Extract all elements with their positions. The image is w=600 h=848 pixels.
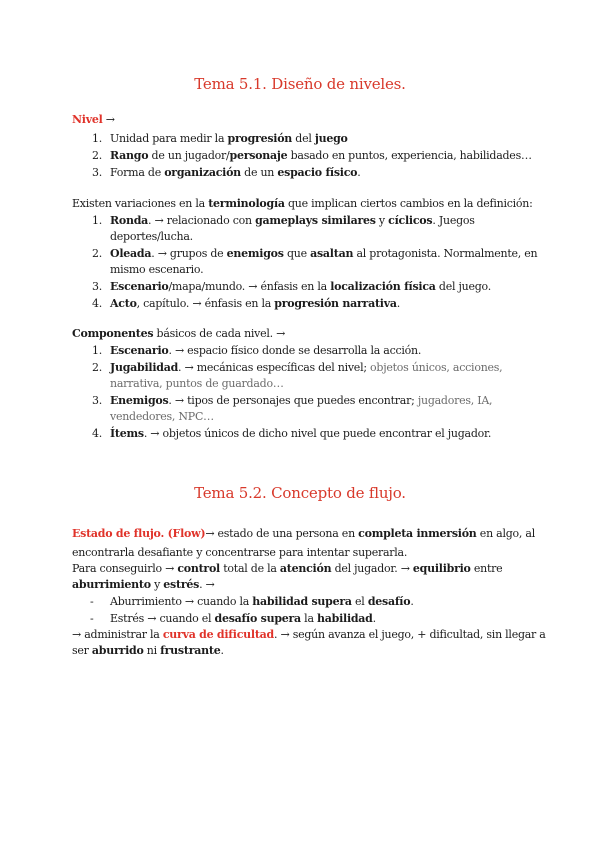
list-item-continuation: vendedores, NPC… <box>110 410 214 423</box>
administrar-continuation: ser aburrido ni frustrante. <box>72 644 224 657</box>
estado-continuation: encontrarla desafiante y concentrarse para intentar superarla. <box>72 546 408 559</box>
list-number: 3. <box>92 280 102 293</box>
list-number: 3. <box>92 394 102 407</box>
dash-bullet: - <box>90 612 94 625</box>
list-item-continuation: mismo escenario. <box>110 263 204 276</box>
estado-de-flujo-line: Estado de flujo. (Flow)→ estado de una persona en completa inmersión en algo, al <box>72 527 535 540</box>
list-item: Enemigos. → tipos de personajes que puedes encontrar; jugadores, IA, <box>110 394 493 407</box>
section-title-5-1: Tema 5.1. Diseño de niveles. <box>194 75 406 93</box>
para-conseguirlo-line: Para conseguirlo → control total de la atención del jugador. → equilibrio entre <box>72 562 503 575</box>
list-item: Oleada. → grupos de enemigos que asaltan al protagonista. Normalmente, en <box>110 247 538 260</box>
section-title-5-2: Tema 5.2. Concepto de flujo. <box>194 484 406 502</box>
list-item: Ronda. → relacionado con gameplays similares y cíclicos. Juegos <box>110 214 475 227</box>
componentes-intro: Componentes básicos de cada nivel. → <box>72 327 286 340</box>
list-number: 1. <box>92 344 102 357</box>
list-number: 4. <box>92 427 102 440</box>
dash-item: Estrés → cuando el desafío supera la habilidad. <box>110 612 376 625</box>
list-item: Jugabilidad. → mecánicas específicas del nivel; objetos únicos, acciones, <box>110 361 503 374</box>
list-number: 2. <box>92 247 102 260</box>
nivel-heading: Nivel → <box>72 113 115 126</box>
list-number: 2. <box>92 149 102 162</box>
list-number: 1. <box>92 214 102 227</box>
dash-item: Aburrimiento → cuando la habilidad supera el desafío. <box>110 595 414 608</box>
list-number: 4. <box>92 297 102 310</box>
list-number: 2. <box>92 361 102 374</box>
list-item: Escenario. → espacio físico donde se desarrolla la acción. <box>110 344 422 357</box>
list-item: Acto, capítulo. → énfasis en la progresión narrativa. <box>110 297 400 310</box>
variaciones-intro: Existen variaciones en la terminología que implican ciertos cambios en la definición: <box>72 197 533 210</box>
list-number: 1. <box>92 132 102 145</box>
list-number: 3. <box>92 166 102 179</box>
list-item: Rango de un jugador/personaje basado en puntos, experiencia, habilidades… <box>110 149 532 162</box>
list-item: Unidad para medir la progresión del juego <box>110 132 348 145</box>
para-continuation: aburrimiento y estrés. → <box>72 578 215 591</box>
list-item: Ítems. → objetos únicos de dicho nivel que puede encontrar el jugador. <box>110 427 492 440</box>
administrar-line: → administrar la curva de dificultad. → según avanza el juego, + dificultad, sin llegar a <box>72 628 546 641</box>
dash-bullet: - <box>90 595 94 608</box>
list-item: Escenario/mapa/mundo. → énfasis en la localización física del juego. <box>110 280 491 293</box>
list-item-continuation: deportes/lucha. <box>110 230 193 243</box>
list-item: Forma de organización de un espacio físico. <box>110 166 361 179</box>
list-item-continuation: narrativa, puntos de guardado… <box>110 377 284 390</box>
